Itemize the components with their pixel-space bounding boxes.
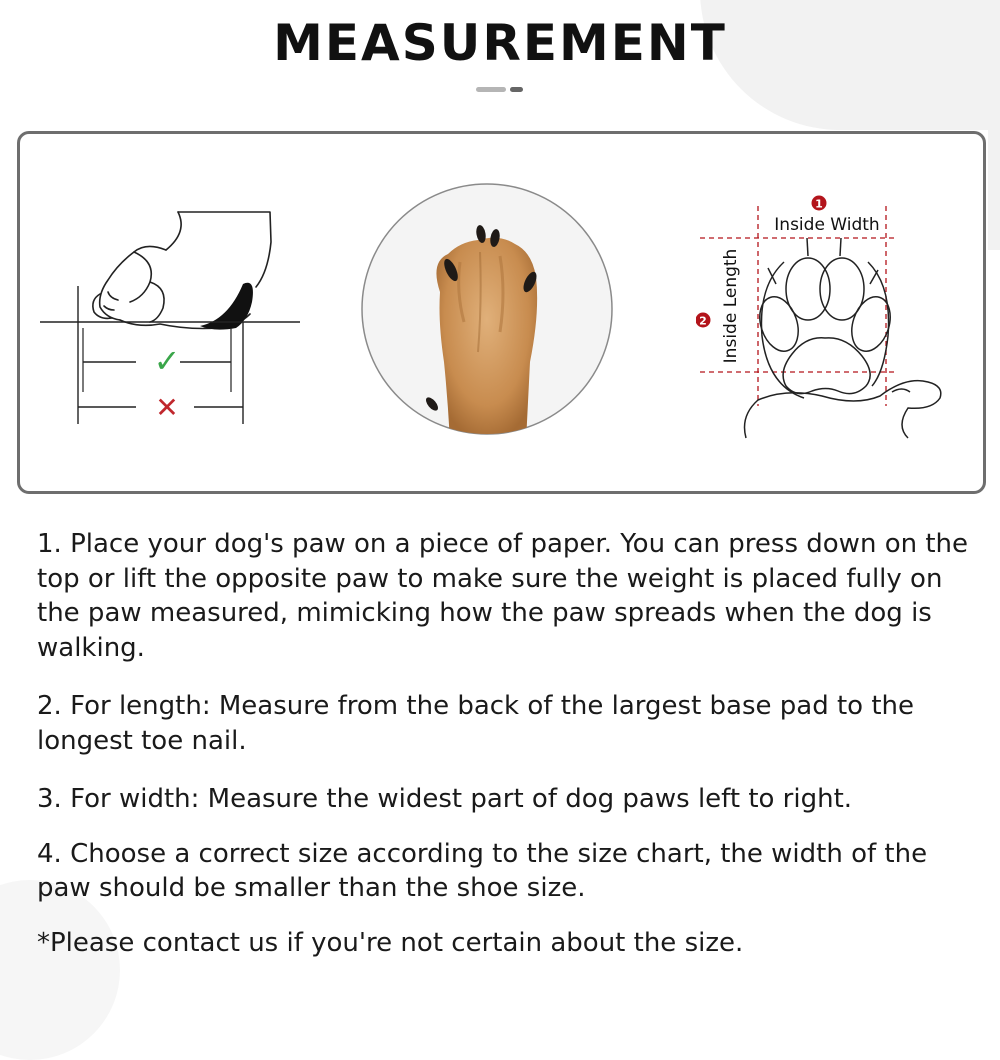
contact-note: *Please contact us if you're not certain about the size. [37,927,744,958]
inside-length-label: Inside Length [721,248,741,364]
instruction-step-2: 2. For length: Measure from the back of the largest base pad to the longest toe nail. [37,691,915,756]
correct-check-icon: ✓ [153,342,181,380]
background-shape-right-edge [988,130,1000,250]
length-badge-number: 2 [699,314,707,328]
instruction-step-4: 4. Choose a correct size according to the size chart, the width of the paw should be smaller than the shoe size. [37,838,928,903]
inside-width-label: Inside Width [774,215,880,235]
measurement-diagram-panel [17,131,986,494]
paw-print-measurement-illustration [696,186,968,442]
instructions [37,527,977,960]
instruction-step-3: 3. For width: Measure the widest part of dog paws left to right. [37,784,853,814]
title-underline-dark [510,87,523,92]
instruction-step-1: 1. Place your dog's paw on a piece of paper. You can press down on the top or lift the opposite paw to make sure the weight is placed fully on the paw measured, mimicking how the paw spreads when the dog is walking. [37,529,969,663]
title-underline-light [476,87,506,92]
paw-side-view-illustration [38,202,303,432]
paw-photo-circle [360,182,614,436]
width-badge-number: 1 [815,197,823,211]
page-title: MEASUREMENT [273,14,727,72]
wrong-cross-icon: ✕ [155,391,179,424]
